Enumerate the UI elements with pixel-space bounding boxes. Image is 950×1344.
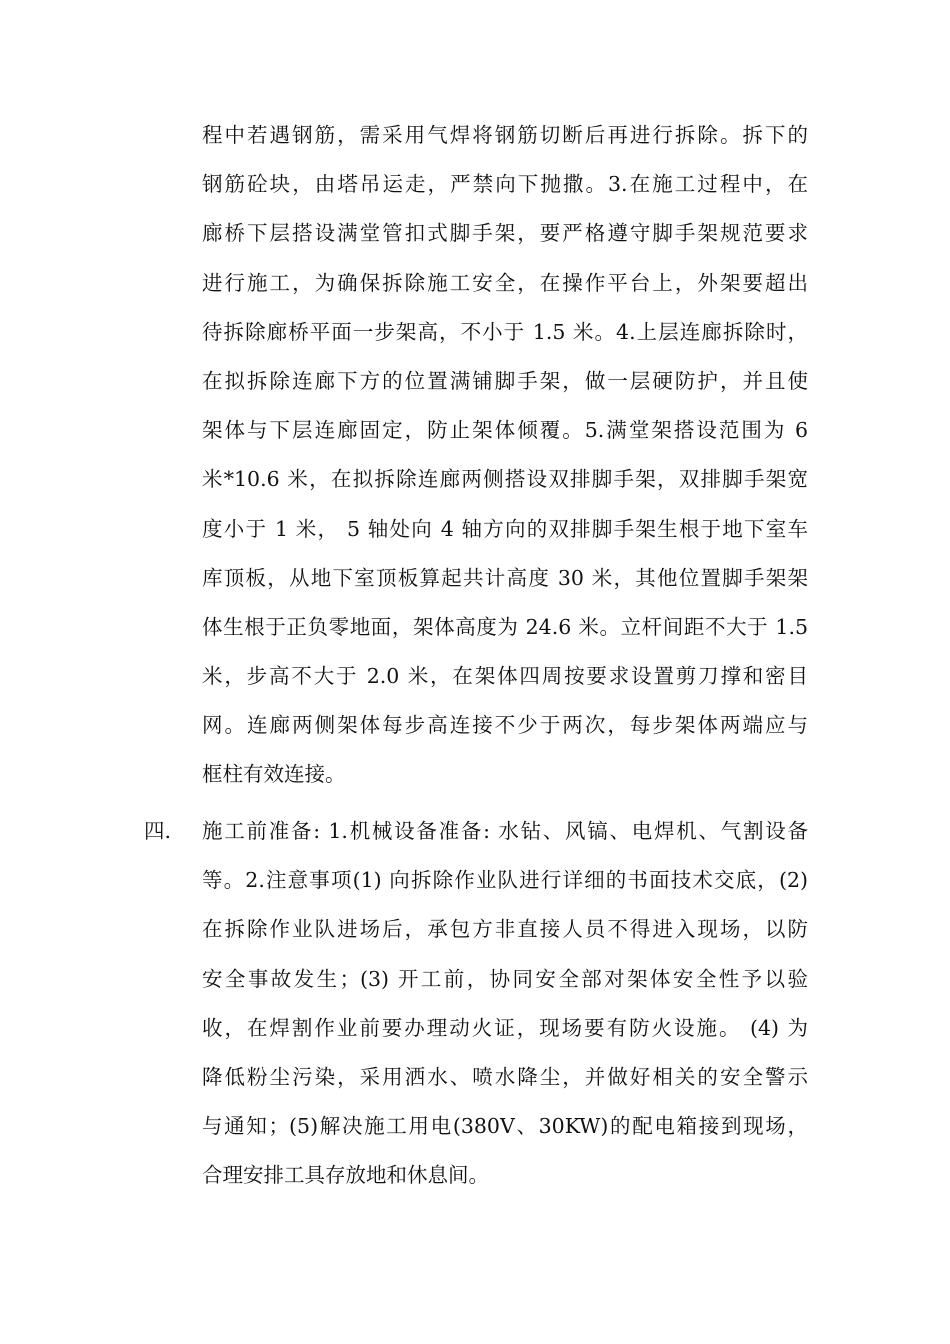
text-line: 米，步高不大于 2.0 米，在架体四周按要求设置剪刀撑和密目 [202,664,808,689]
text-line: 等。2.注意事项(1) 向拆除作业队进行详细的书面技术交底，(2) [202,868,808,893]
text-line: 米*10.6 米，在拟拆除连廊两侧搭设双排脚手架，双排脚手架宽 [202,467,808,492]
text-line: 与通知；(5)解决施工用电(380V、30KW)的配电箱接到现场， [202,1114,808,1139]
section-pre-construction-preparation [202,807,808,1201]
text-line: 在拆除作业队进场后，承包方非直接人员不得进入现场，以防 [202,917,808,942]
text-line: 框柱有效连接。 [202,762,346,787]
text-line: 体生根于正负零地面，架体高度为 24.6 米。立杆间距不大于 1.5 [202,614,808,639]
text-line: 度小于 1 米， 5 轴处向 4 轴方向的双排脚手架生根于地下室车 [202,516,808,541]
text-line: 降低粉尘污染，采用洒水、喷水降尘，并做好相关的安全警示 [202,1064,808,1089]
text-line: 廊桥下层搭设满堂管扣式脚手架，要严格遵守脚手架规范要求 [202,221,808,246]
text-line: 收，在焊割作业前要办理动火证，现场要有防火设施。 (4) 为 [202,1015,808,1040]
text-line: 在拟拆除连廊下方的位置满铺脚手架，做一层硬防护，并且使 [202,368,808,393]
text-line: 进行施工，为确保拆除施工安全，在操作平台上，外架要超出 [202,270,808,295]
text-line: 钢筋砼块，由塔吊运走，严禁向下抛撒。3.在施工过程中，在 [202,172,808,197]
text-line: 网。连廊两侧架体每步高连接不少于两次，每步架体两端应与 [202,713,808,738]
section-number: 四. [144,819,172,843]
text-line: 合理安排工具存放地和休息间。 [202,1163,489,1188]
text-line: 安全事故发生；(3) 开工前，协同安全部对架体安全性予以验 [202,966,808,991]
text-line: 程中若遇钢筋，需采用气焊将钢筋切断后再进行拆除。拆下的 [202,123,808,147]
text-line: 库顶板，从地下室顶板算起共计高度 30 米，其他位置脚手架架 [202,565,808,590]
paragraph-scaffold-demolition [202,111,808,800]
text-line: 施工前准备: 1.机械设备准备: 水钻、风镐、电焊机、气割设备 [202,819,808,843]
text-line: 架体与下层连廊固定，防止架体倾覆。5.满堂架搭设范围为 6 [202,418,808,443]
text-line: 待拆除廊桥平面一步架高，不小于 1.5 米。4.上层连廊拆除时， [202,319,808,344]
